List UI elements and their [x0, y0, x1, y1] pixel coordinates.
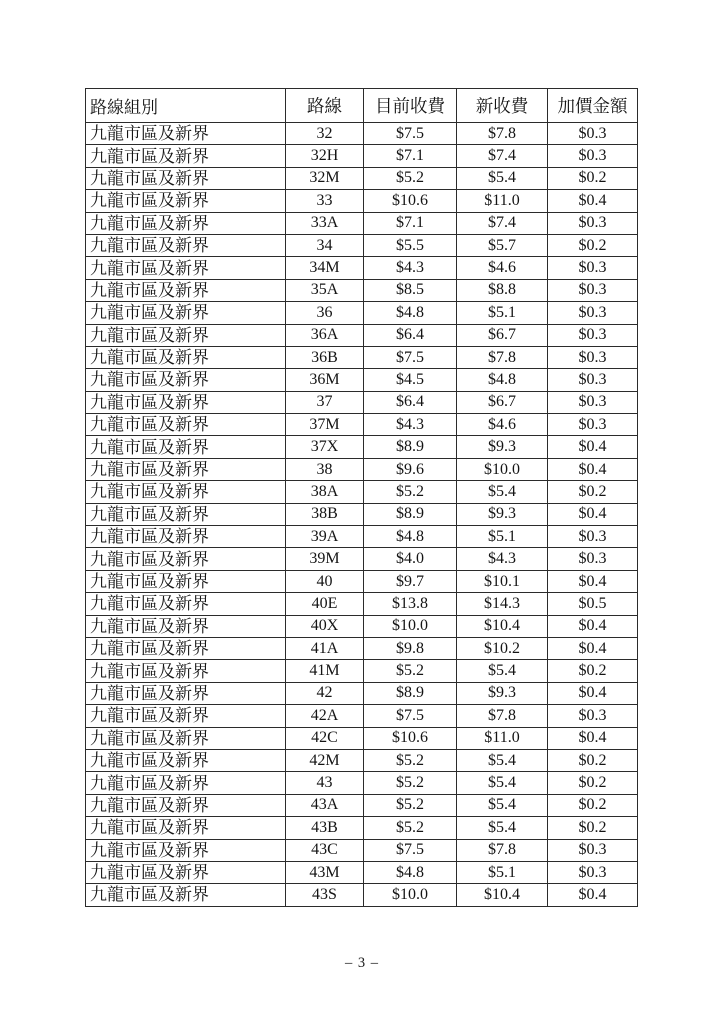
table-row — [86, 279, 638, 301]
new-fare-cell: $10.4 — [457, 615, 548, 637]
current-fare-cell: $4.8 — [364, 861, 457, 883]
increase-amount-cell: $0.2 — [548, 481, 638, 503]
table-row — [86, 637, 638, 659]
route-cell: 38A — [286, 481, 364, 503]
table-row — [86, 749, 638, 771]
route-cell: 35A — [286, 279, 364, 301]
new-fare-cell: $7.8 — [457, 346, 548, 368]
route-group-cell: 九龍市區及新界 — [86, 794, 286, 816]
table-row — [86, 817, 638, 839]
fare-table — [85, 88, 638, 907]
route-cell: 36B — [286, 346, 364, 368]
table-row — [86, 481, 638, 503]
route-group-cell: 九龍市區及新界 — [86, 190, 286, 212]
route-cell: 41M — [286, 660, 364, 682]
new-fare-cell: $10.4 — [457, 884, 548, 906]
table-row — [86, 302, 638, 324]
route-cell: 42M — [286, 749, 364, 771]
current-fare-cell: $7.5 — [364, 705, 457, 727]
new-fare-cell: $4.8 — [457, 369, 548, 391]
route-group-cell: 九龍市區及新界 — [86, 727, 286, 749]
current-fare-cell: $6.4 — [364, 391, 457, 413]
route-group-cell: 九龍市區及新界 — [86, 772, 286, 794]
increase-amount-cell: $0.3 — [548, 705, 638, 727]
current-fare-cell: $6.4 — [364, 324, 457, 346]
route-group-cell: 九龍市區及新界 — [86, 414, 286, 436]
increase-amount-cell: $0.2 — [548, 234, 638, 256]
increase-amount-cell: $0.3 — [548, 526, 638, 548]
current-fare-cell: $5.2 — [364, 660, 457, 682]
current-fare-cell: $5.5 — [364, 234, 457, 256]
current-fare-cell: $8.9 — [364, 503, 457, 525]
current-fare-cell: $5.2 — [364, 481, 457, 503]
increase-amount-cell: $0.3 — [548, 369, 638, 391]
route-group-cell: 九龍市區及新界 — [86, 839, 286, 861]
route-group-cell: 九龍市區及新界 — [86, 637, 286, 659]
table-row — [86, 548, 638, 570]
current-fare-cell: $8.9 — [364, 682, 457, 704]
current-fare-cell: $4.0 — [364, 548, 457, 570]
increase-amount-cell: $0.3 — [548, 302, 638, 324]
new-fare-cell: $9.3 — [457, 682, 548, 704]
current-fare-cell: $4.3 — [364, 414, 457, 436]
increase-amount-cell: $0.2 — [548, 817, 638, 839]
increase-amount-cell: $0.4 — [548, 615, 638, 637]
new-fare-cell: $5.4 — [457, 817, 548, 839]
new-fare-cell: $11.0 — [457, 727, 548, 749]
route-cell: 38 — [286, 458, 364, 480]
new-fare-cell: $8.8 — [457, 279, 548, 301]
increase-amount-cell: $0.3 — [548, 839, 638, 861]
route-cell: 40X — [286, 615, 364, 637]
increase-amount-cell: $0.2 — [548, 772, 638, 794]
new-fare-cell: $5.4 — [457, 167, 548, 189]
route-group-cell: 九龍市區及新界 — [86, 436, 286, 458]
route-group-cell: 九龍市區及新界 — [86, 212, 286, 234]
route-cell: 33 — [286, 190, 364, 212]
route-cell: 36A — [286, 324, 364, 346]
route-cell: 43C — [286, 839, 364, 861]
table-row — [86, 682, 638, 704]
new-fare-cell: $9.3 — [457, 436, 548, 458]
route-cell: 34 — [286, 234, 364, 256]
current-fare-cell: $8.5 — [364, 279, 457, 301]
table-row — [86, 234, 638, 256]
page-number: – 3 – — [345, 955, 379, 971]
new-fare-cell: $7.4 — [457, 212, 548, 234]
route-group-cell: 九龍市區及新界 — [86, 615, 286, 637]
new-fare-cell: $4.6 — [457, 414, 548, 436]
increase-amount-cell: $0.4 — [548, 570, 638, 592]
new-fare-cell: $5.1 — [457, 302, 548, 324]
current-fare-cell: $10.0 — [364, 884, 457, 906]
table-row — [86, 324, 638, 346]
increase-amount-cell: $0.3 — [548, 324, 638, 346]
route-group-cell: 九龍市區及新界 — [86, 234, 286, 256]
current-fare-cell: $5.2 — [364, 772, 457, 794]
route-group-cell: 九龍市區及新界 — [86, 593, 286, 615]
increase-amount-cell: $0.3 — [548, 123, 638, 145]
route-cell: 43S — [286, 884, 364, 906]
new-fare-cell: $7.8 — [457, 839, 548, 861]
route-group-cell: 九龍市區及新界 — [86, 548, 286, 570]
current-fare-cell: $7.5 — [364, 346, 457, 368]
route-cell: 36 — [286, 302, 364, 324]
new-fare-cell: $5.4 — [457, 794, 548, 816]
table-row — [86, 212, 638, 234]
table-row — [86, 861, 638, 883]
route-cell: 42 — [286, 682, 364, 704]
route-cell: 43 — [286, 772, 364, 794]
increase-amount-cell: $0.2 — [548, 167, 638, 189]
current-fare-cell: $7.1 — [364, 145, 457, 167]
increase-amount-cell: $0.5 — [548, 593, 638, 615]
route-cell: 41A — [286, 637, 364, 659]
current-fare-cell: $9.6 — [364, 458, 457, 480]
new-fare-cell: $10.1 — [457, 570, 548, 592]
table-row — [86, 839, 638, 861]
table-row — [86, 458, 638, 480]
table-row — [86, 772, 638, 794]
route-cell: 43A — [286, 794, 364, 816]
route-group-cell: 九龍市區及新界 — [86, 257, 286, 279]
new-fare-cell: $6.7 — [457, 324, 548, 346]
current-fare-cell: $10.6 — [364, 727, 457, 749]
column-header: 路線組別 — [86, 89, 286, 123]
table-row — [86, 391, 638, 413]
route-group-cell: 九龍市區及新界 — [86, 817, 286, 839]
route-cell: 33A — [286, 212, 364, 234]
current-fare-cell: $4.3 — [364, 257, 457, 279]
increase-amount-cell: $0.3 — [548, 279, 638, 301]
current-fare-cell: $9.7 — [364, 570, 457, 592]
column-header: 路線 — [286, 89, 364, 123]
increase-amount-cell: $0.3 — [548, 861, 638, 883]
route-cell: 37X — [286, 436, 364, 458]
table-row — [86, 503, 638, 525]
current-fare-cell: $7.1 — [364, 212, 457, 234]
increase-amount-cell: $0.2 — [548, 794, 638, 816]
table-row — [86, 123, 638, 145]
new-fare-cell: $6.7 — [457, 391, 548, 413]
table-row — [86, 705, 638, 727]
route-group-cell: 九龍市區及新界 — [86, 682, 286, 704]
route-group-cell: 九龍市區及新界 — [86, 369, 286, 391]
table-row — [86, 884, 638, 906]
route-group-cell: 九龍市區及新界 — [86, 302, 286, 324]
current-fare-cell: $8.9 — [364, 436, 457, 458]
route-group-cell: 九龍市區及新界 — [86, 324, 286, 346]
route-group-cell: 九龍市區及新界 — [86, 660, 286, 682]
table-row — [86, 660, 638, 682]
route-group-cell: 九龍市區及新界 — [86, 279, 286, 301]
current-fare-cell: $4.8 — [364, 302, 457, 324]
current-fare-cell: $4.5 — [364, 369, 457, 391]
table-row — [86, 145, 638, 167]
increase-amount-cell: $0.3 — [548, 346, 638, 368]
table-row — [86, 346, 638, 368]
new-fare-cell: $10.2 — [457, 637, 548, 659]
route-group-cell: 九龍市區及新界 — [86, 884, 286, 906]
table-row — [86, 167, 638, 189]
table-row — [86, 794, 638, 816]
current-fare-cell: $5.2 — [364, 167, 457, 189]
column-header: 新收費 — [457, 89, 548, 123]
table-body — [86, 123, 638, 907]
new-fare-cell: $14.3 — [457, 593, 548, 615]
current-fare-cell: $5.2 — [364, 749, 457, 771]
route-cell: 43B — [286, 817, 364, 839]
table-row — [86, 526, 638, 548]
route-cell: 34M — [286, 257, 364, 279]
table-row — [86, 369, 638, 391]
route-cell: 42A — [286, 705, 364, 727]
increase-amount-cell: $0.4 — [548, 503, 638, 525]
increase-amount-cell: $0.4 — [548, 727, 638, 749]
increase-amount-cell: $0.3 — [548, 257, 638, 279]
increase-amount-cell: $0.4 — [548, 190, 638, 212]
route-cell: 39M — [286, 548, 364, 570]
new-fare-cell: $5.4 — [457, 660, 548, 682]
column-header: 加價金額 — [548, 89, 638, 123]
new-fare-cell: $7.8 — [457, 705, 548, 727]
new-fare-cell: $11.0 — [457, 190, 548, 212]
new-fare-cell: $5.4 — [457, 772, 548, 794]
route-group-cell: 九龍市區及新界 — [86, 145, 286, 167]
route-group-cell: 九龍市區及新界 — [86, 458, 286, 480]
increase-amount-cell: $0.3 — [548, 414, 638, 436]
route-group-cell: 九龍市區及新界 — [86, 346, 286, 368]
new-fare-cell: $4.6 — [457, 257, 548, 279]
table-row — [86, 257, 638, 279]
current-fare-cell: $9.8 — [364, 637, 457, 659]
table-row — [86, 190, 638, 212]
route-cell: 43M — [286, 861, 364, 883]
column-header: 目前收費 — [364, 89, 457, 123]
increase-amount-cell: $0.4 — [548, 458, 638, 480]
route-group-cell: 九龍市區及新界 — [86, 167, 286, 189]
current-fare-cell: $7.5 — [364, 839, 457, 861]
table-row — [86, 615, 638, 637]
route-group-cell: 九龍市區及新界 — [86, 861, 286, 883]
route-cell: 40 — [286, 570, 364, 592]
current-fare-cell: $7.5 — [364, 123, 457, 145]
route-cell: 32M — [286, 167, 364, 189]
new-fare-cell: $5.4 — [457, 481, 548, 503]
route-cell: 32H — [286, 145, 364, 167]
route-cell: 39A — [286, 526, 364, 548]
new-fare-cell: $4.3 — [457, 548, 548, 570]
new-fare-cell: $7.8 — [457, 123, 548, 145]
increase-amount-cell: $0.2 — [548, 660, 638, 682]
table-row — [86, 436, 638, 458]
increase-amount-cell: $0.2 — [548, 749, 638, 771]
increase-amount-cell: $0.3 — [548, 145, 638, 167]
new-fare-cell: $7.4 — [457, 145, 548, 167]
current-fare-cell: $5.2 — [364, 794, 457, 816]
increase-amount-cell: $0.3 — [548, 391, 638, 413]
route-group-cell: 九龍市區及新界 — [86, 391, 286, 413]
route-cell: 36M — [286, 369, 364, 391]
increase-amount-cell: $0.4 — [548, 436, 638, 458]
current-fare-cell: $10.6 — [364, 190, 457, 212]
route-cell: 38B — [286, 503, 364, 525]
route-cell: 37M — [286, 414, 364, 436]
increase-amount-cell: $0.3 — [548, 548, 638, 570]
new-fare-cell: $5.1 — [457, 526, 548, 548]
new-fare-cell: $5.1 — [457, 861, 548, 883]
table-row — [86, 593, 638, 615]
route-cell: 42C — [286, 727, 364, 749]
route-group-cell: 九龍市區及新界 — [86, 526, 286, 548]
increase-amount-cell: $0.3 — [548, 212, 638, 234]
current-fare-cell: $5.2 — [364, 817, 457, 839]
new-fare-cell: $5.4 — [457, 749, 548, 771]
route-cell: 37 — [286, 391, 364, 413]
increase-amount-cell: $0.4 — [548, 682, 638, 704]
current-fare-cell: $10.0 — [364, 615, 457, 637]
table-row — [86, 570, 638, 592]
table-row — [86, 727, 638, 749]
new-fare-cell: $10.0 — [457, 458, 548, 480]
route-group-cell: 九龍市區及新界 — [86, 123, 286, 145]
route-group-cell: 九龍市區及新界 — [86, 705, 286, 727]
increase-amount-cell: $0.4 — [548, 884, 638, 906]
route-group-cell: 九龍市區及新界 — [86, 749, 286, 771]
increase-amount-cell: $0.4 — [548, 637, 638, 659]
table-header-row — [86, 89, 638, 123]
new-fare-cell: $9.3 — [457, 503, 548, 525]
route-group-cell: 九龍市區及新界 — [86, 503, 286, 525]
route-group-cell: 九龍市區及新界 — [86, 570, 286, 592]
table-row — [86, 414, 638, 436]
route-cell: 40E — [286, 593, 364, 615]
route-cell: 32 — [286, 123, 364, 145]
current-fare-cell: $13.8 — [364, 593, 457, 615]
new-fare-cell: $5.7 — [457, 234, 548, 256]
route-group-cell: 九龍市區及新界 — [86, 481, 286, 503]
current-fare-cell: $4.8 — [364, 526, 457, 548]
